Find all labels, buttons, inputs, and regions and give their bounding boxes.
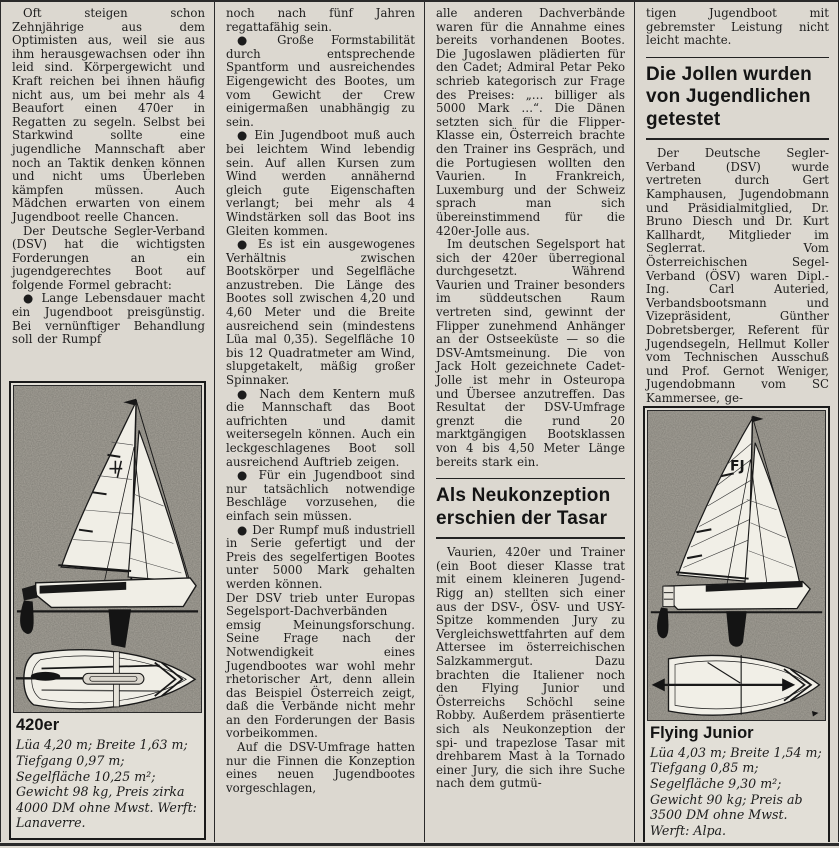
column-3 [424,2,634,842]
centerboard-case [83,673,144,684]
figure-caption [647,721,826,842]
bullet-item: ● Es ist ein ausgewogenes Verhältnis zwischen Bootskörper und Segelfläche anzustreben. Die Länge des Bootes soll zwischen 4,20 und 4,60 Meter und die Breite ausreichend sein (mindestens Lüa mal 0,35). Segelfläche 10 bis 12 Quadratmeter am Wind, slupgetakelt, mäßig großer Spinnaker. [226,237,415,388]
bullet-item: ● Ein Jugendboot muß auch bei leichtem Wind lebendig sein. Auf allen Kursen zum Wind werden annähernd gleich gute Eigenschaften verlangt; bei mehr als 4 Windstärken soll das Boot ins Gleiten kommen. [226,128,415,238]
bullet-item: ● Lange Lebensdauer macht ein Jugendboot preisgünstig. Bei vernünftiger Behandlung soll der Rumpf [12,291,205,347]
figure-420er [9,381,206,840]
tiller-grip [31,672,61,681]
paragraph: Der DSV trieb unter Europas Segelsport-Dachverbänden emsig Meinungsforschung. Seine Frage nach der Notwendigkeit eines Jugendbootes war wohl mehr rhetorischer Art, denn allein das Beispiel Österreich zeigt, daß die Verbände nicht mehr an den Forderungen der Basis vorbeikommen. [226,590,415,741]
paragraph: alle anderen Dachverbände waren für die Annahme eines bereits vorhandenen Bootes. Die Jugoslawen plädierten für den Cadet; Admiral Petar Peko schrieb kategorisch zur Frage des Preises: „… billiger als 5000 Mark …“. Die Dänen setzten sich für die Flipper-Klasse ein, Österreich brachte den Trainer ins Gespräch, und die Portugiesen wollten den Vaurien. In Frankreich, Luxemburg und der Schweiz sprach man sich übereinstimmend für die 420er-Jolle aus. [436,6,625,238]
paragraph: Auf die DSV-Umfrage hatten nur die Finnen die Konzeption eines neuen Jugendbootes vorgeschlagen, [226,740,415,795]
transom [663,586,674,606]
bullet-item: ● Der Rumpf muß industriell in Serie gefertigt und der Preis des segelfertigen Bootes unter 5000 Mark gehalten werden können. [226,522,415,591]
photo-420er [13,385,202,714]
subheading-jollen-test-text: Die Jollen wurden von Jugendlichen getestet [646,63,812,130]
sailboat-illustration-flying-junior [648,411,825,720]
paragraph: noch nach fünf Jahren regattafähig sein. [226,6,415,34]
figure-specs: Lüa 4,20 m; Breite 1,63 m; Tiefgang 0,97 m; Segelfläche 10,25 m²; Gewicht 98 kg, Preis zirka 4000 DM ohne Mwst. Werft: Lanaverre. [16,737,197,831]
figure-caption [13,713,202,836]
figure-flying-junior [643,406,830,842]
paragraph: Der Deutsche Segler-Verband (DSV) wurde vertreten durch Gert Kamphausen, Jugendobmann und Präsidialmitglied, Dr. Bruno Diesch und Dr. Kurt Kallhardt, Mitglieder im Seglerrat. Vom Österreichischen Segel-Verband (ÖSV) waren Dipl.-Ing. Carl Auteried, Verbandsbootsmann und Vizepräsident, Günther Dobretsberger, Referent für Jugendsegeln, Hellmut Koller vom Technischen Ausschuß und Prof. Gernot Weniger, Jugendobmann vom SC Kammersee, ge- [646,146,829,405]
bullet-item: ● Für ein Jugendboot sind nur tatsächlich notwendige Beschläge vorzusehen, die einfach sein müssen. [226,468,415,523]
figure-specs: Lüa 4,03 m; Breite 1,54 m; Tiefgang 0,85 m; Segelfläche 9,30 m²; Gewicht 90 kg; Preis ab 3500 DM ohne Mwst. Werft: Alpa. [650,744,822,838]
subheading-tasar [436,478,625,539]
plan-stripe [42,690,160,691]
column-4 [634,2,839,842]
paragraph: Der Deutsche Segler-Verband (DSV) hat die wichtigsten Forderungen an ein jugendgerechtes Boot auf folgende Formel gebracht: [12,223,205,292]
column-2 [214,2,424,842]
figure-title: Flying Junior [650,723,754,742]
paragraph: Im deutschen Segelsport hat sich der 420er überregional durchgesetzt. Während Vaurien und Trainer besonders im süddeutschen Raum vertreten sind, gewinnt der Flipper zunehmend Anhänger an der Ostseeküste — so die DSV-Amtsmeinung. Die von Jack Holt gezeichnete Cadet-Jolle ist mehr in Osteuropa und Übersee anzutreffen. Das Resultat der DSV-Umfrage grenzt die rund 20 marktgängigen Bootsklassen von 4 bis 4,50 Meter Länge bereits stark ein. [436,237,625,469]
photo-flying-junior [647,410,826,721]
paragraph: Vaurien, 420er und Trainer (ein Boot dieser Klasse trat mit einem kleineren Jugend-Rigg an) stellten sich einer aus der DSV-, ÖSV- und USY-Spitze kommenden Jury zu Vergleichswettfahrten auf dem Attersee im österreichischen Salzkammergut. Dazu brachten die Italiener noch den Flying Junior und Österreichs Schöchl seine Robby. Außerdem präsentierte sich als Neukonzeption der spi- und trapezlose Tasar mit drehbarem Mast à la Tornado einer Jury, die sich ihre Suche nach dem gutmü- [436,545,625,791]
bullet-item: ● Große Formstabilität durch entsprechende Spantform und ausreichendes Eigengewicht des Bootes, um vom Gewicht der Crew einigermaßen unabhängig zu sein. [226,33,415,129]
subheading-jollen-test [646,57,829,141]
paragraph: Oft steigen schon Zehnjährige aus dem Optimisten aus, weil sie aus ihm herausgewachsen oder ihn leid sind. Körpergewicht und Kraft reichen bei ihnen häufig nicht aus, um bei mehr als 4 Beaufort einen 470er in Regatten zu segeln. Selbst bei Starkwind sollte eine jugendliche Mannschaft aber noch an Taktik denken können und nicht ums Überleben kämpfen müssen. Auch Mädchen erwarten von einem Jugendboot reelle Chancen. [12,6,205,224]
sailboat-illustration-420er [14,386,201,713]
column-1 [0,2,214,842]
fj-sail-label: FJ [729,458,745,475]
bottom-rule [0,843,839,846]
bullet-item: ● Nach dem Kentern muß die Mannschaft das Boot aufrichten und damit weitersegeln können. Auch ein leckgeschlagenes Boot soll ausreichend Auftrieb zeigen. [226,386,415,469]
paragraph: tigen Jugendboot mit gebremster Leistung nicht leicht machte. [646,6,829,48]
figure-title: 420er [16,716,60,735]
subheading-tasar-text: Als Neukonzeption erschien der Tasar [436,485,611,529]
